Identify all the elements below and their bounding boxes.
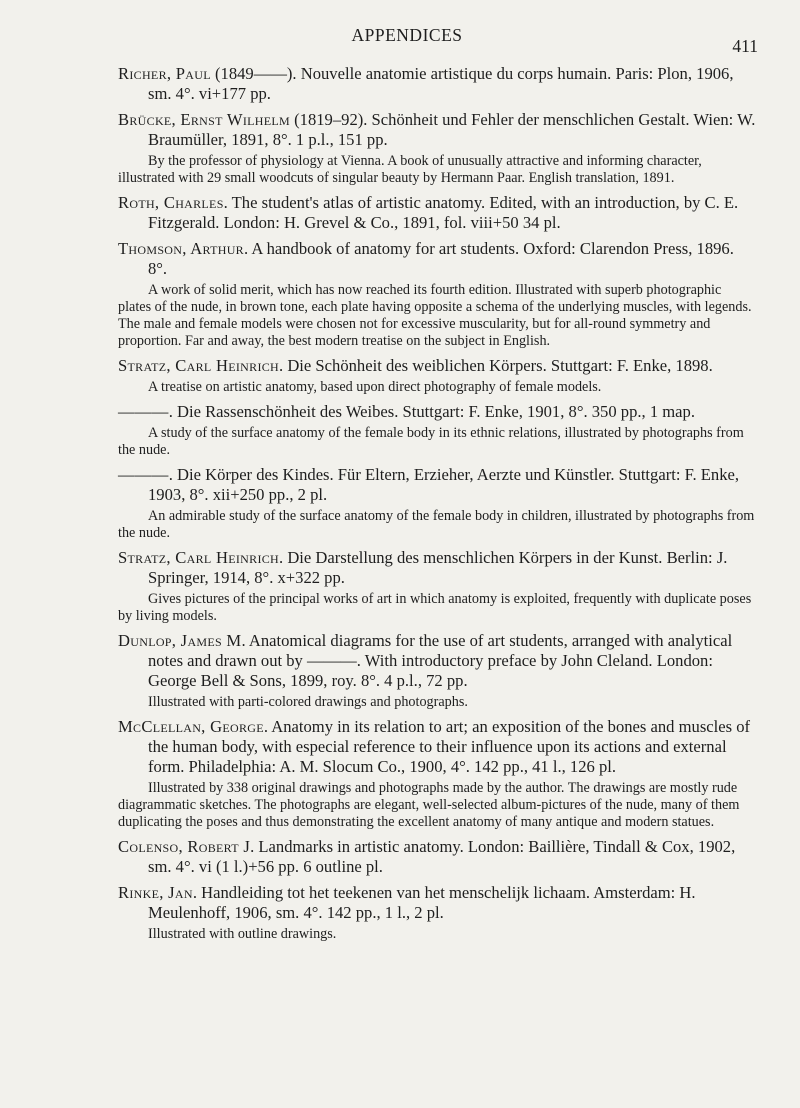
- entry-citation: [118, 110, 756, 150]
- entry-citation: [118, 356, 756, 376]
- entry-annotation: A study of the surface anatomy of the female body in its ethnic relations, illustrated by photographs from the nude.: [118, 425, 744, 458]
- running-head: APPENDICES: [351, 25, 463, 45]
- entry-author: Dunlop, James M: [118, 631, 242, 650]
- entry-citation-text: . Die Körper des Kindes. Für Eltern, Erzieher, Aerzte und Künstler. Stuttgart: F. Enke, 1903, 8°. xii+250 pp., 2 pl.: [148, 465, 740, 504]
- entry-citation: [118, 64, 756, 104]
- entry-citation-text: . Die Rassenschönheit des Weibes. Stuttgart: F. Enke, 1901, 8°. 350 pp., 1 map.: [168, 402, 695, 421]
- entry-citation-text: (1849——). Nouvelle anatomie artistique du corps humain. Paris: Plon, 1906, sm. 4°. vi+177 pp.: [148, 64, 734, 103]
- entry-author: Stratz, Carl Heinrich: [118, 356, 280, 375]
- entry-citation: [118, 402, 756, 422]
- entry-annotation: Gives pictures of the principal works of art in which anatomy is exploited, frequently with duplicate poses by living models.: [118, 591, 752, 624]
- entry-citation-text: (1819–92). Schönheit und Fehler der menschlichen Gestalt. Wien: W. Braumüller, 1891, 8°. 1 p.l., 151 pp.: [148, 110, 756, 149]
- entry-author: Roth, Charles: [118, 193, 224, 212]
- entry-author: Rinke, Jan: [118, 883, 193, 902]
- entry-citation: [118, 883, 756, 923]
- bibliography-entry: [118, 110, 756, 187]
- entry-author: Colenso, Robert J: [118, 837, 251, 856]
- entry-citation-text: . Anatomical diagrams for the use of art students, arranged with analytical notes and drawn out by ———. With introductory preface by John Cleland. London: George Bell & Sons, 1899, roy. 8°. 4 p.l., 72 pp.: [148, 631, 733, 690]
- entry-citation: [118, 239, 756, 279]
- entry-annotation: Illustrated with outline drawings.: [148, 926, 337, 942]
- entry-author: ———: [118, 465, 169, 484]
- page-header: [118, 0, 756, 64]
- entry-author: Thomson, Arthur: [118, 239, 244, 258]
- entry-annotation: Illustrated by 338 original drawings and photographs made by the author. The drawings are mostly rude diagrammatic sketches. The photographs are elegant, well-selected album-pictures of the nude, many of them duplicating the poses and thus demonstrating the excellent anatomy of many antique and modern statues.: [118, 780, 740, 830]
- entry-citation-text: . Anatomy in its relation to art; an exposition of the bones and muscles of the human body, with especial reference to their influence upon its actions and external form. Philadelphia: A. M. Slocum Co., 1900, 4°. 142 pp., 41 l., 126 pl.: [148, 717, 751, 776]
- entry-annotation: Illustrated with parti-colored drawings and photographs.: [148, 694, 468, 710]
- entry-citation-text: . The student's atlas of artistic anatomy. Edited, with an introduction, by C. E. Fitzgerald. London: H. Grevel & Co., 1891, fol. viii+50 34 pl.: [148, 193, 739, 232]
- entry-annotation: A work of solid merit, which has now reached its fourth edition. Illustrated with superb photographic plates of the nude, in brown tone, each plate having opposite a schema of the underlying muscles, with legends. The male and female models were chosen not for excessive muscularity, but for all-round symmetry and proportion. Far and away, the best modern treatise on the subject in English.: [118, 282, 752, 349]
- bibliography-entry: [118, 239, 756, 350]
- entry-citation-text: . Landmarks in artistic anatomy. London: Baillière, Tindall & Cox, 1902, sm. 4°. vi (1 l.)+56 pp. 6 outline pl.: [148, 837, 736, 876]
- entry-author: ———: [118, 402, 169, 421]
- bibliography-list: [118, 64, 756, 943]
- entry-citation: [118, 717, 756, 777]
- bibliography-entry: [118, 717, 756, 831]
- bibliography-entry: [118, 64, 756, 104]
- entry-annotation: A treatise on artistic anatomy, based upon direct photography of female models.: [148, 379, 602, 395]
- bibliography-entry: [118, 193, 756, 233]
- bibliography-entry: [118, 548, 756, 625]
- entry-author: Brücke, Ernst Wilhelm: [118, 110, 290, 129]
- bibliography-entry: [118, 883, 756, 943]
- bibliography-entry: [118, 356, 756, 396]
- entry-citation: [118, 548, 756, 588]
- entry-citation-text: . Die Schönheit des weiblichen Körpers. Stuttgart: F. Enke, 1898.: [279, 356, 713, 375]
- entry-author: Richer, Paul: [118, 64, 211, 83]
- entry-author: McClellan, George: [118, 717, 264, 736]
- bibliography-entry: [118, 402, 756, 459]
- bibliography-entry: [118, 631, 756, 711]
- entry-citation: [118, 193, 756, 233]
- entry-annotation: By the professor of physiology at Vienna. A book of unusually attractive and informing character, illustrated with 29 small woodcuts of singular beauty by Hermann Paar. English translation, 1891.: [118, 153, 702, 186]
- entry-citation: [118, 465, 756, 505]
- entry-citation: [118, 631, 756, 691]
- bibliography-entry: [118, 837, 756, 877]
- entry-author: Stratz, Carl Heinrich: [118, 548, 280, 567]
- entry-citation-text: . Handleiding tot het teekenen van het menschelijk lichaam. Amsterdam: H. Meulenhoff, 1906, sm. 4°. 142 pp., 1 l., 2 pl.: [148, 883, 696, 922]
- page-number: 411: [732, 36, 758, 56]
- entry-annotation: An admirable study of the surface anatomy of the female body in children, illustrated by photographs from the nude.: [118, 508, 755, 541]
- entry-citation-text: . A handbook of anatomy for art students. Oxford: Clarendon Press, 1896. 8°.: [148, 239, 734, 278]
- entry-citation-text: . Die Darstellung des menschlichen Körpers in der Kunst. Berlin: J. Springer, 1914, 8°. x+322 pp.: [148, 548, 728, 587]
- entry-citation: [118, 837, 756, 877]
- bibliography-entry: [118, 465, 756, 542]
